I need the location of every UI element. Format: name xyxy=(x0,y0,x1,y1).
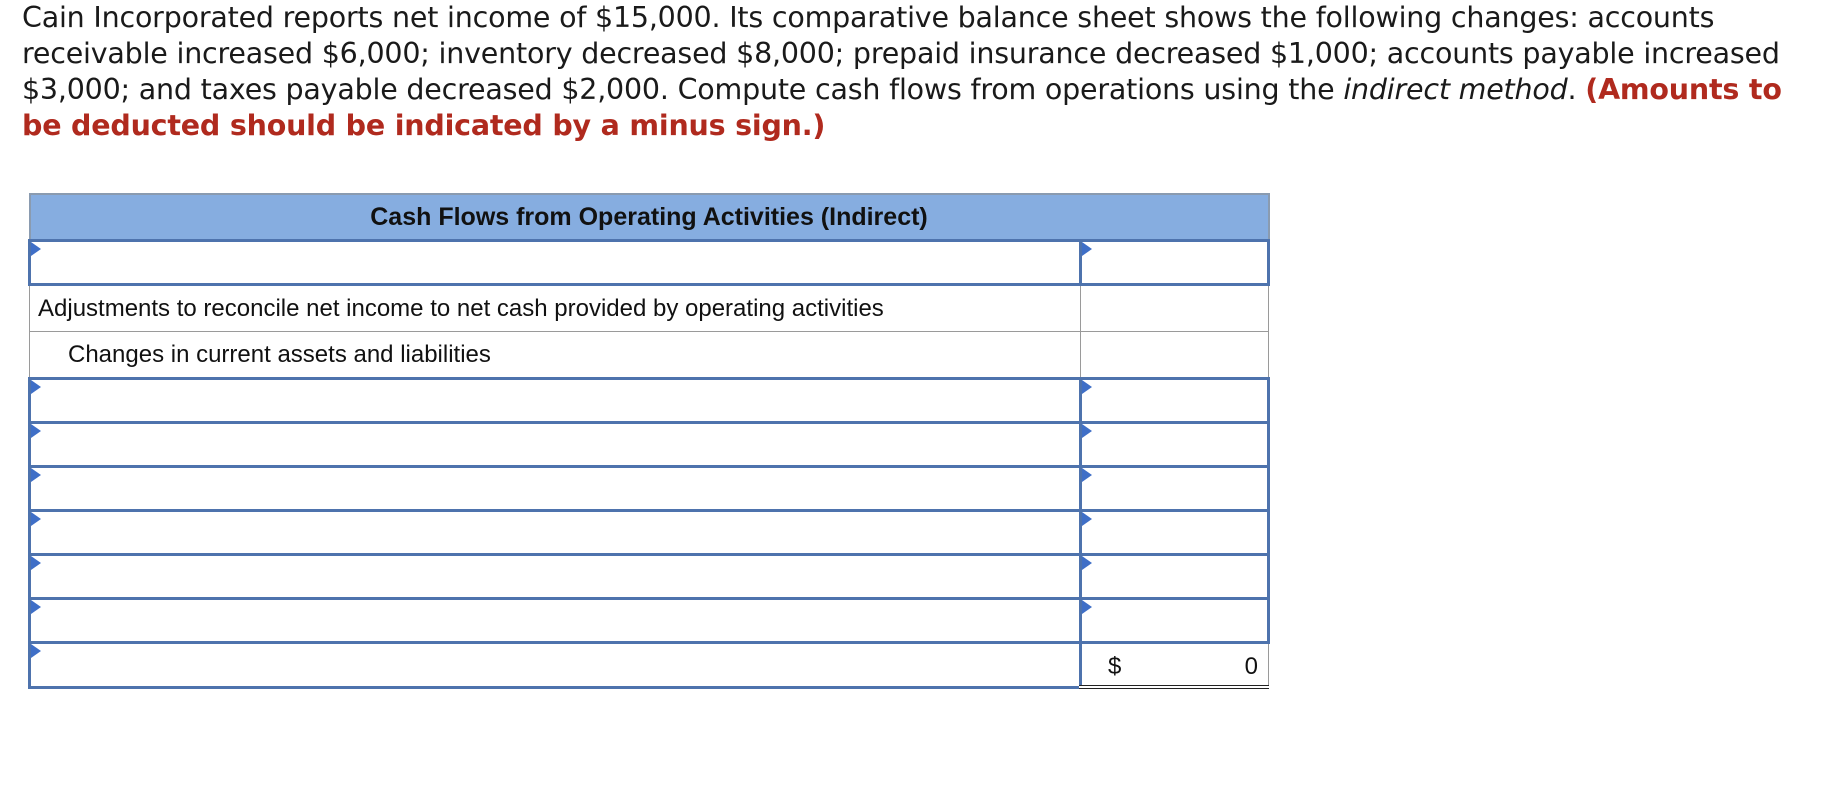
total-amount-cell xyxy=(1081,643,1269,688)
amount-input[interactable] xyxy=(1082,512,1267,553)
label-input[interactable] xyxy=(31,424,1079,465)
adjustment-label-field[interactable] xyxy=(30,599,1081,643)
adjustment-amount-field[interactable] xyxy=(1081,467,1269,511)
table-title: Cash Flows from Operating Activities (Indirect) xyxy=(30,194,1269,241)
dropdown-marker-icon xyxy=(31,556,41,570)
adjustment-row-1 xyxy=(30,379,1269,423)
adjustment-amount-field[interactable] xyxy=(1081,423,1269,467)
dropdown-marker-icon xyxy=(31,242,41,256)
cash-flow-table xyxy=(28,193,1270,689)
label-input[interactable] xyxy=(31,512,1079,553)
adjustments-row xyxy=(30,285,1269,332)
net-income-amount-field[interactable] xyxy=(1081,241,1269,285)
currency-symbol: $ xyxy=(1108,653,1122,680)
amount-input[interactable] xyxy=(1082,556,1267,597)
adjustment-amount-field[interactable] xyxy=(1081,379,1269,423)
adjustment-label-field[interactable] xyxy=(30,467,1081,511)
net-income-row xyxy=(30,241,1269,285)
net-income-label-field[interactable] xyxy=(30,241,1081,285)
table-header-row xyxy=(30,194,1269,241)
amount-input[interactable] xyxy=(1082,380,1267,421)
total-value: 0 xyxy=(1244,653,1258,680)
total-label-field[interactable] xyxy=(30,643,1081,688)
dropdown-marker-icon xyxy=(1082,512,1092,526)
dropdown-marker-icon xyxy=(1082,556,1092,570)
dropdown-marker-icon xyxy=(31,644,41,658)
dropdown-marker-icon xyxy=(31,380,41,394)
changes-amount-cell xyxy=(1081,332,1269,379)
adjustment-amount-field[interactable] xyxy=(1081,511,1269,555)
dropdown-marker-icon xyxy=(1082,380,1092,394)
dropdown-marker-icon xyxy=(1082,242,1092,256)
amount-input[interactable] xyxy=(1082,424,1267,465)
amount-input[interactable] xyxy=(1082,242,1267,283)
dropdown-marker-icon xyxy=(31,468,41,482)
total-row xyxy=(30,643,1269,688)
dropdown-marker-icon xyxy=(31,600,41,614)
adjustment-label-field[interactable] xyxy=(30,379,1081,423)
label-input[interactable] xyxy=(31,556,1079,597)
question-body: Cain Incorporated reports net income of $15,000. Its comparative balance sheet shows the following changes: accounts receivable increased $6,000; inventory decreased $8,000; prepaid insurance decreased $1,000; accounts payable increased $3,000; and taxes payable decreased $2,000. Compute cash flows from operations using the xyxy=(22,1,1780,106)
adjustment-row-4 xyxy=(30,511,1269,555)
question-punct: . xyxy=(1567,73,1586,106)
label-input[interactable] xyxy=(31,380,1079,421)
adjustments-amount-cell xyxy=(1081,285,1269,332)
question-text xyxy=(22,0,1822,144)
label-input[interactable] xyxy=(31,242,1079,283)
changes-row xyxy=(30,332,1269,379)
dropdown-marker-icon xyxy=(31,424,41,438)
dropdown-marker-icon xyxy=(1082,424,1092,438)
adjustments-label: Adjustments to reconcile net income to net cash provided by operating activities xyxy=(30,285,1081,332)
adjustment-row-3 xyxy=(30,467,1269,511)
adjustment-label-field[interactable] xyxy=(30,555,1081,599)
adjustment-amount-field[interactable] xyxy=(1081,599,1269,643)
adjustment-row-5 xyxy=(30,555,1269,599)
adjustment-row-6 xyxy=(30,599,1269,643)
question-emphasis: indirect method xyxy=(1343,73,1568,106)
label-input[interactable] xyxy=(31,468,1079,509)
adjustment-amount-field[interactable] xyxy=(1081,555,1269,599)
adjustment-label-field[interactable] xyxy=(30,511,1081,555)
label-input[interactable] xyxy=(31,600,1079,641)
dropdown-marker-icon xyxy=(1082,600,1092,614)
instruction-note: (Amounts to be deducted should be indicated by a minus sign.) xyxy=(22,73,1782,142)
adjustment-row-2 xyxy=(30,423,1269,467)
amount-input[interactable] xyxy=(1082,600,1267,641)
adjustment-label-field[interactable] xyxy=(30,423,1081,467)
dropdown-marker-icon xyxy=(1082,468,1092,482)
label-input[interactable] xyxy=(31,644,1079,685)
changes-label: Changes in current assets and liabilities xyxy=(30,332,1081,379)
dropdown-marker-icon xyxy=(31,512,41,526)
amount-input[interactable] xyxy=(1082,468,1267,509)
